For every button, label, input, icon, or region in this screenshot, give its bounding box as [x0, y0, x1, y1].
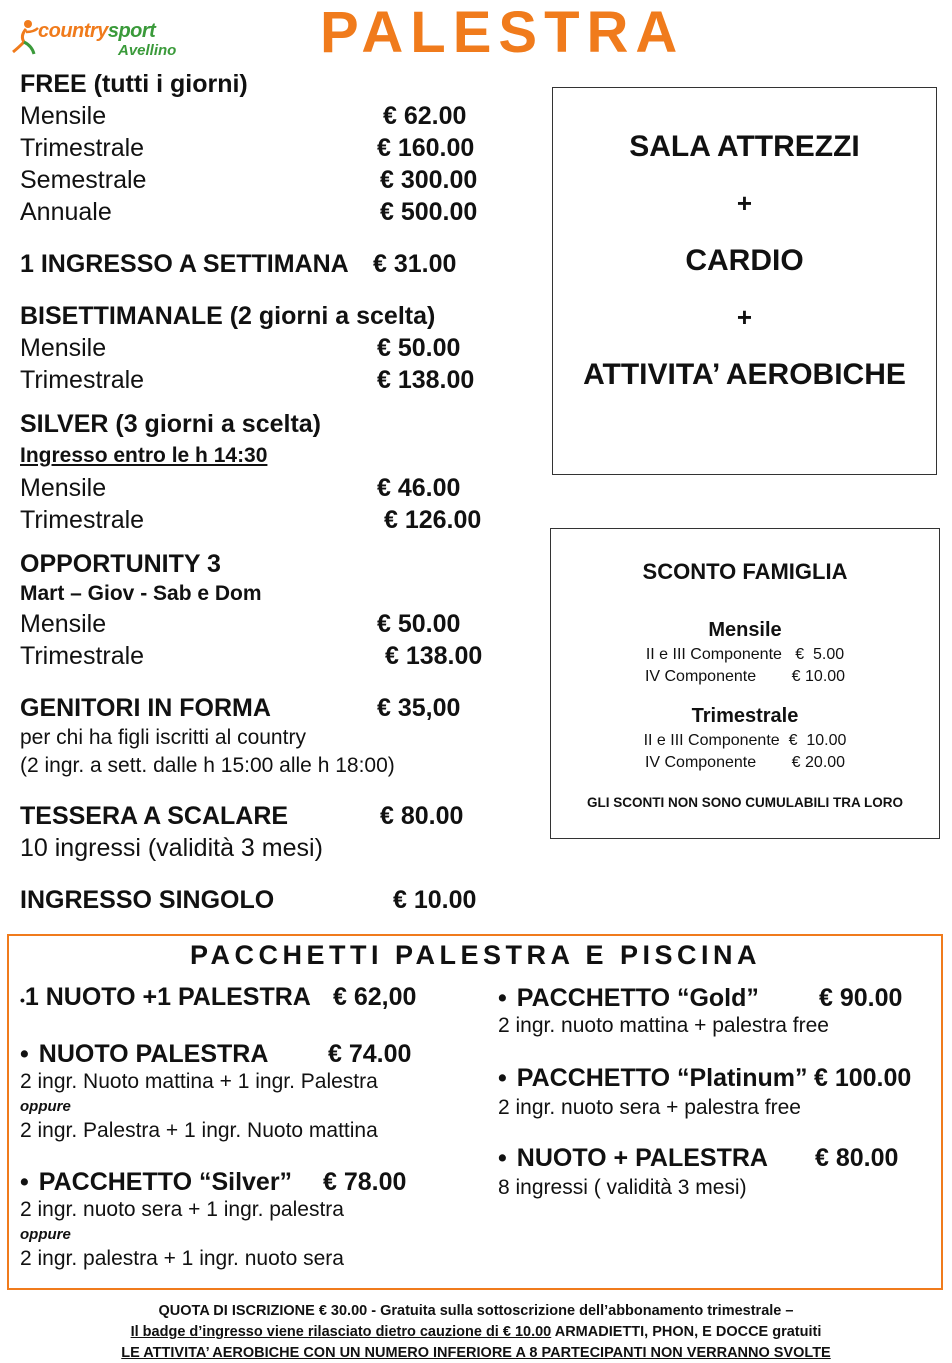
package-price: € 80.00	[815, 1144, 899, 1172]
sconto-trimestrale-row: IV Componente € 20.00	[644, 754, 846, 771]
bisettimanale-heading: BISETTIMANALE (2 giorni a scelta)	[20, 302, 436, 330]
singolo-price: € 10.00	[393, 886, 477, 914]
genitori-hours: (2 ingr. a sett. dalle h 15:00 alle h 18:00)	[20, 754, 395, 777]
weekly-label: 1 INGRESSO A SETTIMANA	[20, 250, 349, 278]
sconto-title: SCONTO FAMIGLIA	[642, 559, 848, 584]
opportunity-row-label: Trimestrale	[20, 642, 145, 670]
silver-note: Ingresso entro le h 14:30	[20, 444, 268, 467]
package-desc: 2 ingr. Nuoto mattina + 1 ingr. Palestra	[20, 1070, 378, 1093]
package-desc: 8 ingressi ( validità 3 mesi)	[498, 1176, 747, 1199]
package-desc: 2 ingr. nuoto sera + 1 ingr. palestra	[20, 1198, 344, 1221]
package-label: • PACCHETTO “Gold”	[498, 982, 759, 1014]
runner-icon	[10, 18, 40, 58]
sala-line: SALA ATTREZZI	[629, 130, 860, 163]
package-label: • NUOTO + PALESTRA	[498, 1142, 768, 1174]
sconto-mensile-heading: Mensile	[708, 619, 782, 641]
free-heading: FREE (tutti i giorni)	[20, 70, 248, 98]
page-title: PALESTRA	[320, 0, 685, 65]
silver-row-label: Mensile	[20, 474, 107, 502]
free-row-label: Trimestrale	[20, 134, 145, 162]
package-label: • NUOTO PALESTRA	[20, 1038, 268, 1070]
silver-heading: SILVER (3 giorni a scelta)	[20, 410, 322, 438]
package-price: € 78.00	[323, 1168, 407, 1196]
sala-line: CARDIO	[685, 244, 804, 277]
opportunity-heading: OPPORTUNITY 3	[20, 550, 221, 578]
opportunity-row-label: Mensile	[20, 610, 107, 638]
sconto-trimestrale-heading: Trimestrale	[691, 705, 799, 727]
sala-plus: +	[736, 188, 753, 218]
brand-logo	[8, 10, 183, 60]
tessera-price: € 80.00	[380, 802, 464, 830]
weekly-price: € 31.00	[373, 250, 457, 278]
package-price: € 100.00	[814, 1064, 912, 1092]
free-row-label: Mensile	[20, 102, 107, 130]
footer-iscrizione: QUOTA DI ISCRIZIONE € 30.00 - Gratuita sulla sottoscrizione dell’abbonamento trimestrale –	[158, 1303, 794, 1319]
footer-badge	[0, 1322, 952, 1342]
free-row-price: € 300.00	[380, 166, 478, 194]
sala-box	[552, 87, 937, 475]
free-row-price: € 160.00	[377, 134, 475, 162]
opportunity-row-price: € 138.00	[385, 642, 483, 670]
package-or: oppure	[20, 1098, 71, 1115]
opportunity-days: Mart – Giov - Sab e Dom	[20, 582, 262, 605]
sconto-mensile-row: II e III Componente € 5.00	[645, 646, 845, 663]
sconto-box	[550, 528, 940, 839]
sconto-mensile-row: IV Componente € 10.00	[644, 668, 846, 685]
package-price: € 62,00	[333, 983, 417, 1011]
package-item: •1 NUOTO +1 PALESTRA	[20, 983, 311, 1011]
package-label: • PACCHETTO “Silver”	[20, 1166, 292, 1198]
silver-row-price: € 126.00	[384, 506, 482, 534]
package-desc: 2 ingr. palestra + 1 ingr. nuoto sera	[20, 1247, 344, 1270]
genitori-desc: per chi ha figli iscritti al country	[20, 726, 306, 749]
package-price: € 74.00	[328, 1040, 412, 1068]
package-label: • PACCHETTO “Platinum”	[498, 1062, 808, 1094]
sala-plus: +	[736, 302, 753, 332]
opportunity-row-price: € 50.00	[377, 610, 461, 638]
tessera-label: TESSERA A SCALARE	[20, 802, 289, 830]
pacchetti-title: PACCHETTI PALESTRA E PISCINA	[190, 940, 762, 970]
free-row-price: € 500.00	[380, 198, 478, 226]
footer-badge-services: ARMADIETTI, PHON, E DOCCE gratuiti	[551, 1324, 822, 1340]
sala-line: ATTIVITA’ AEROBICHE	[583, 358, 906, 391]
logo-wordmark: countrysport	[38, 20, 156, 42]
footer-aerobics-note: LE ATTIVITA’ AEROBICHE CON UN NUMERO INFERIORE A 8 PARTECIPANTI NON VERRANNO SVOLTE	[121, 1345, 831, 1361]
bisettimanale-row-label: Trimestrale	[20, 366, 145, 394]
package-label: 1 NUOTO +1 PALESTRA	[24, 983, 311, 1011]
package-desc: 2 ingr. Palestra + 1 ingr. Nuoto mattina	[20, 1119, 378, 1142]
package-desc: 2 ingr. nuoto mattina + palestra free	[498, 1014, 829, 1037]
genitori-price: € 35,00	[377, 694, 461, 722]
tessera-desc: 10 ingressi (validità 3 mesi)	[20, 834, 323, 862]
bisettimanale-row-label: Mensile	[20, 334, 107, 362]
bisettimanale-row-price: € 50.00	[377, 334, 461, 362]
free-row-price: € 62.00	[383, 102, 467, 130]
logo-city: Avellino	[118, 42, 177, 59]
silver-row-price: € 46.00	[377, 474, 461, 502]
package-desc: 2 ingr. nuoto sera + palestra free	[498, 1096, 801, 1119]
bisettimanale-row-price: € 138.00	[377, 366, 475, 394]
free-row-label: Semestrale	[20, 166, 147, 194]
singolo-label: INGRESSO SINGOLO	[20, 886, 275, 914]
footer-badge-deposit: Il badge d’ingresso viene rilasciato dietro cauzione di € 10.00	[130, 1324, 552, 1340]
package-price: € 90.00	[819, 984, 903, 1012]
sconto-trimestrale-row: II e III Componente € 10.00	[643, 732, 847, 749]
sconto-note: GLI SCONTI NON SONO CUMULABILI TRA LORO	[587, 795, 903, 810]
package-or: oppure	[20, 1226, 71, 1243]
silver-row-label: Trimestrale	[20, 506, 145, 534]
genitori-label: GENITORI IN FORMA	[20, 694, 271, 722]
free-row-label: Annuale	[20, 198, 112, 226]
